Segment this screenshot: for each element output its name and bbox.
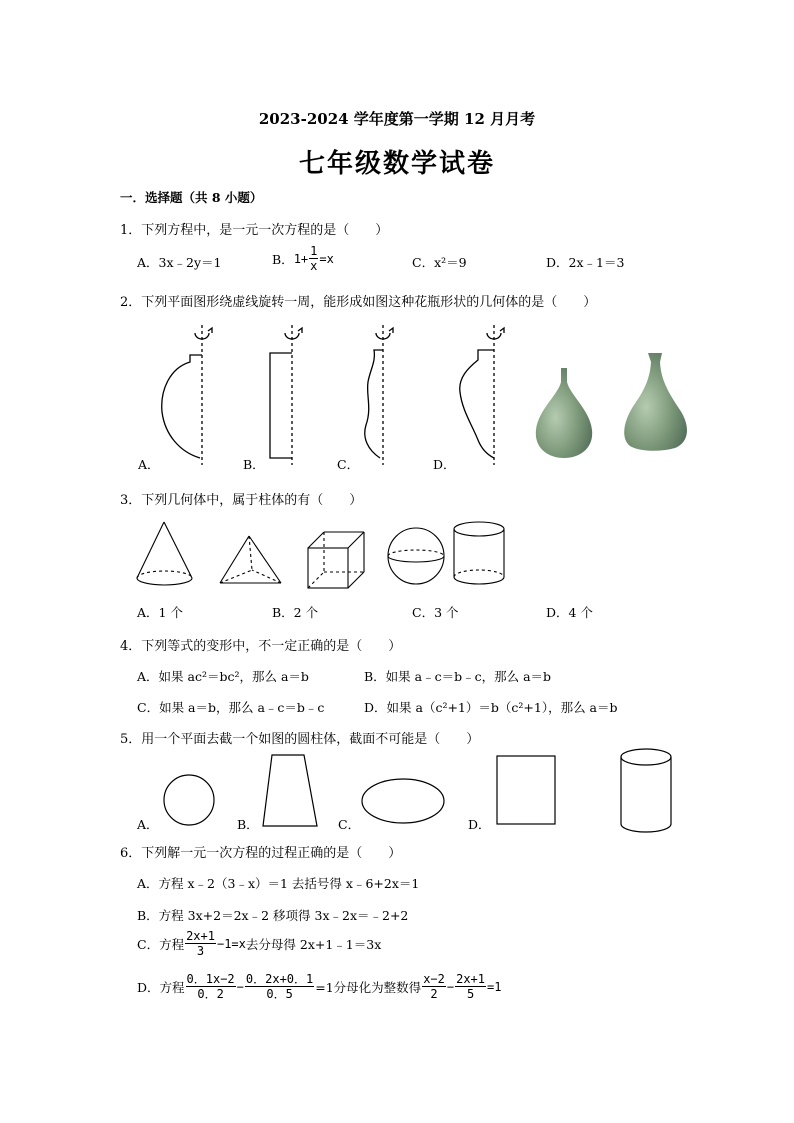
question-2-stem: 2．下列平面图形绕虚线旋转一周，能形成如图这种花瓶形状的几何体的是（ ） xyxy=(120,295,597,310)
q3-option-a: A．1 个 xyxy=(137,605,183,620)
q3-option-c: C．3 个 xyxy=(412,605,459,620)
q2-label-d: D． xyxy=(433,457,456,472)
trapezoid-shape xyxy=(263,755,317,826)
q3-option-d: D．4 个 xyxy=(546,605,593,620)
q6-option-a: A．方程 x﹣2（3﹣x）＝1 去括号得 x﹣6+2x＝1 xyxy=(137,876,420,891)
q5-label-a: A． xyxy=(137,817,159,832)
q2-label-c: C． xyxy=(337,457,360,472)
page-title: 七年级数学试卷 xyxy=(298,149,495,179)
q6-option-d: D．方程 $\frac{0.1x-2}{0.2}$ − $\frac{0.2x+0.1}{0.5}$ =1分母化为整数得 $\frac{x-2}{2}$ − $\frac{2x+1}{5}$ =1 xyxy=(137,972,502,1001)
q1-option-d: D．2x﹣1＝3 xyxy=(546,255,625,270)
q2-label-b: B． xyxy=(243,457,265,472)
q1-option-a: A．3x﹣2y＝1 xyxy=(137,255,222,270)
circle-shape xyxy=(164,775,214,825)
q5-label-d: D． xyxy=(468,817,491,832)
q6-option-c: C．方程 $\frac{2x+1}{3}$ −1=x 去分母得 2x+1﹣1＝3x xyxy=(137,929,382,958)
q5-label-b: B． xyxy=(237,817,259,832)
q4-option-a: A．如果 ac²＝bc²，那么 a＝b xyxy=(137,669,309,684)
q3-option-b: B．2 个 xyxy=(272,605,319,620)
question-4-stem: 4．下列等式的变形中，不一定正确的是（ ） xyxy=(120,639,402,654)
q4-option-d: D．如果 a（c²+1）＝b（c²+1），那么 a＝b xyxy=(364,700,618,715)
q2-label-a: A． xyxy=(138,457,160,472)
cylinder-reference xyxy=(621,749,671,832)
question-3-stem: 3．下列几何体中，属于柱体的有（ ） xyxy=(120,493,363,508)
question-5-stem: 5．用一个平面去截一个如图的圆柱体，截面不可能是（ ） xyxy=(120,732,480,747)
question-1-stem: 1．下列方程中，是一元一次方程的是（ ） xyxy=(120,223,389,238)
exam-subtitle: 2023-2024 学年度第一学期 12 月月考 xyxy=(258,110,536,128)
q5-label-c: C． xyxy=(338,817,361,832)
q4-option-b: B．如果 a﹣c＝b﹣c，那么 a＝b xyxy=(364,669,552,684)
q1-option-b: B． 1+ $\frac{1}{x}$ =x xyxy=(272,244,334,273)
question-6-stem: 6．下列解一元一次方程的过程正确的是（ ） xyxy=(120,846,402,861)
q4-option-c: C．如果 a＝b，那么 a﹣c＝b﹣c xyxy=(137,700,325,715)
rectangle-shape xyxy=(497,756,555,824)
section-title: 一．选择题（共 8 小题） xyxy=(120,190,263,205)
q6-option-b: B．方程 3x+2＝2x﹣2 移项得 3x﹣2x＝﹣2+2 xyxy=(137,908,409,923)
ellipse-shape xyxy=(362,779,444,823)
q1-option-c: C．x²＝9 xyxy=(412,255,467,270)
